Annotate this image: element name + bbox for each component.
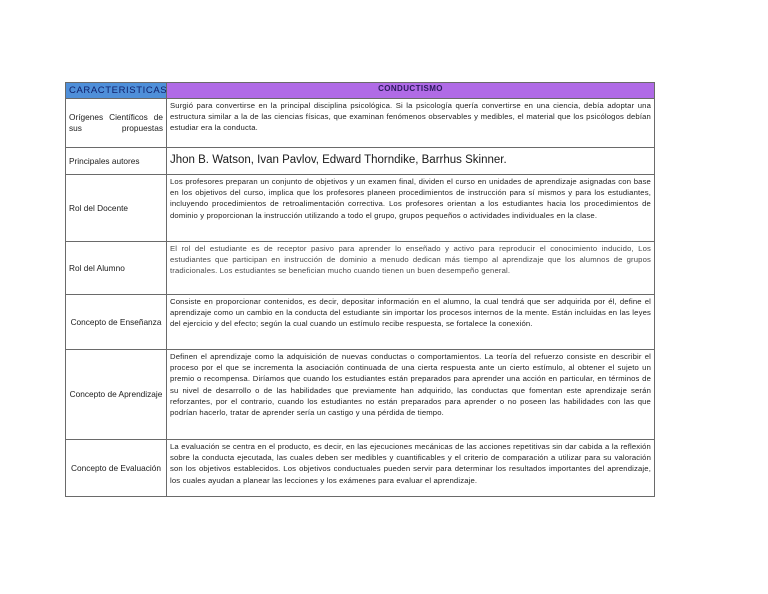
row-content-aprendizaje: Definen el aprendizaje como la adquisición de nuevas conductas o comportamientos. La teoría del refuerzo consiste en describir el proceso por el que se incrementa la asociación continuada de una cierta respuesta ante un cierto estímulo, al obtener el sujeto un premio o recompensa. Diríamos que cuando los estudiantes están preparados para aprender una acción en particular, en términos de su nivel de desarrollo o de las habilidades que previamente han adquirido, las conductas que fomentan este aprendizaje serán reforzantes, por el contrario, cuando los estudiantes no están preparados para aprender o no poseen las habilidades con las que podrían hacerlo, tratar de aprender sería un castigo y una pérdida de tiempo.	[167, 350, 655, 440]
row-content-ensenanza: Consiste en proporcionar contenidos, es decir, depositar información en el alumno, la cual tendrá que ser adquirida por él, define el aprendizaje como un cambio en la conducta del estudiante sin importar los procesos internos de la mente. Están incluidas en las leyes del ejercicio y del efecto; según la cual cuando un estímulo recibe respuesta, se fortalece la conexión.	[167, 295, 655, 350]
header-conductismo: CONDUCTISMO	[167, 83, 655, 99]
row-label-origenes: Orígenes Científicos de sus propuestas	[66, 99, 167, 148]
table-header-row	[66, 83, 655, 99]
row-content-origenes: Surgió para convertirse en la principal disciplina psicológica. Si la psicología quería convertirse en una ciencia, debía adoptar una estructura similar a la de las ciencias físicas, que examinan fenómenos observables y medibles, el material que los psicólogos debían estudiar era la conducta.	[167, 99, 655, 148]
row-content-autores: Jhon B. Watson, Ivan Pavlov, Edward Thorndike, Barrhus Skinner.	[167, 148, 655, 175]
row-label-rol-alumno: Rol del Alumno	[66, 242, 167, 295]
table-row	[66, 295, 655, 350]
row-label-autores: Principales autores	[66, 148, 167, 175]
row-content-rol-alumno: El rol del estudiante es de receptor pasivo para aprender lo enseñado y activo para reproducir el conocimiento inducido, Los estudiantes que participan en instrucción de dominio a menudo dedican más tiempo al aprendizaje que los alumnos de grupos tradicionales. Los estudiantes se benefician mucho cuando tienen un buen desempeño general.	[167, 242, 655, 295]
header-caracteristicas: CARACTERISTICAS	[66, 83, 167, 99]
table-row	[66, 99, 655, 148]
table-row	[66, 350, 655, 440]
row-label-evaluacion: Concepto de Evaluación	[66, 440, 167, 497]
row-label-aprendizaje: Concepto de Aprendizaje	[66, 350, 167, 440]
table-row	[66, 440, 655, 497]
table-row	[66, 242, 655, 295]
table-row	[66, 175, 655, 242]
row-content-evaluacion: La evaluación se centra en el producto, es decir, en las ejecuciones mecánicas de las acciones repetitivas sin dar cabida a la reflexión sobre la conducta ejecutada, las cuales deben ser medibles y cuantificables y el criterio de comparación a utilizar para su valoración son los objetivos establecidos. Los objetivos conductuales pueden servir para determinar los resultados importantes del aprendizaje, los cuales ayudan a planear las lecciones y los exámenes para evaluar el aprendizaje.	[167, 440, 655, 497]
row-label-ensenanza: Concepto de Enseñanza	[66, 295, 167, 350]
table-row	[66, 148, 655, 175]
row-label-rol-docente: Rol del Docente	[66, 175, 167, 242]
comparison-table	[65, 82, 655, 497]
row-content-rol-docente: Los profesores preparan un conjunto de objetivos y un examen final, dividen el curso en unidades de aprendizaje asignadas con base en los objetivos del curso, implica que los profesores planeen procedimientos de instrucción para sí mismos y para los estudiantes, incluyendo procedimientos de retroalimentación correctiva. Los profesores orientan a los estudiantes hacia los procedimientos de dominio y proporcionan la instrucción utilizando a todo el grupo, grupos pequeños o actividades individuales en la clase.	[167, 175, 655, 242]
